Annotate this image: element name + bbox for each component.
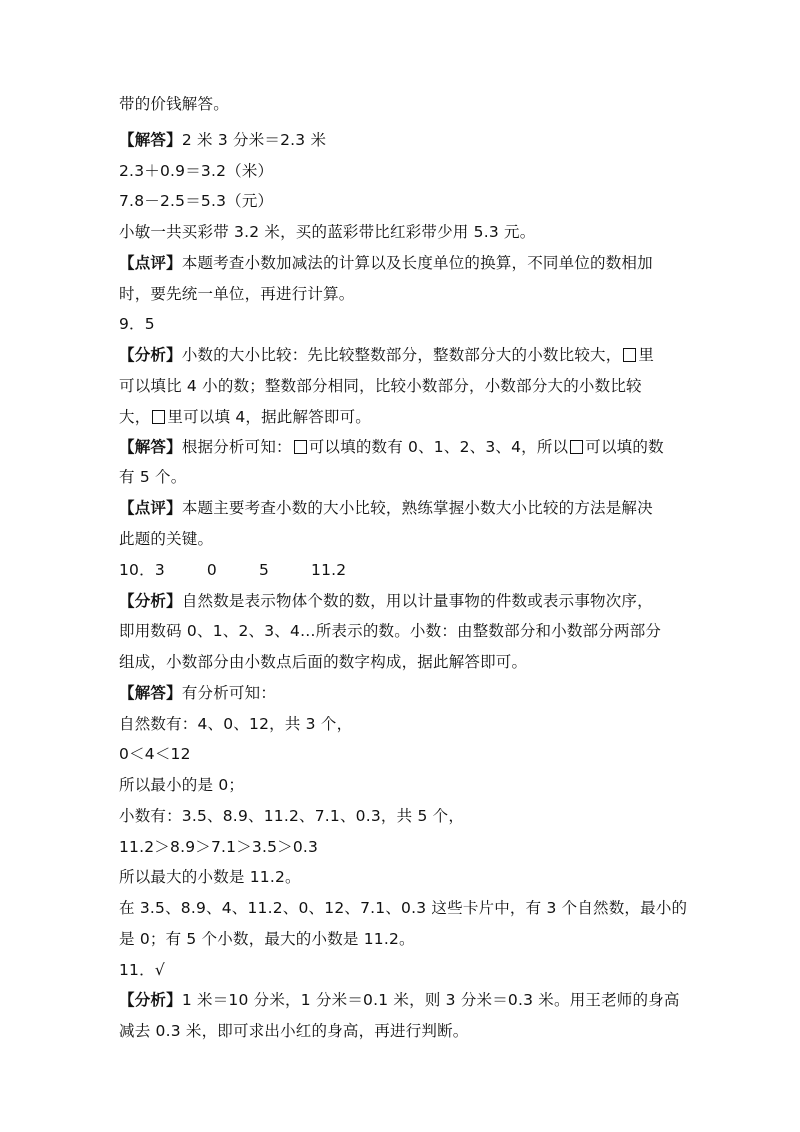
blank-box-icon bbox=[570, 440, 583, 454]
answer-line: 【解答】有分析可知： bbox=[119, 684, 277, 702]
comment-tag: 【点评】 bbox=[119, 254, 182, 272]
text-line: 有 5 个。 bbox=[119, 468, 187, 486]
blank-box-icon bbox=[294, 440, 307, 454]
question-number: 10．3 0 5 11.2 bbox=[119, 561, 347, 579]
analysis-line: 【分析】小数的大小比较：先比较整数部分，整数部分大的小数比较大， 里 bbox=[119, 346, 655, 364]
comment-tag: 【点评】 bbox=[119, 499, 182, 517]
answer-tag: 【解答】 bbox=[119, 131, 182, 149]
answer-line: 【解答】2 米 3 分米＝2.3 米 bbox=[119, 131, 327, 149]
blank-box-icon bbox=[152, 410, 165, 424]
text-line: 组成，小数部分由小数点后面的数字构成，据此解答即可。 bbox=[119, 653, 528, 671]
answer-tag: 【解答】 bbox=[119, 438, 182, 456]
blank-box-icon bbox=[623, 348, 636, 362]
text-line: 即用数码 0、1、2、3、4…所表示的数。小数：由整数部分和小数部分两部分 bbox=[119, 622, 662, 640]
text-line: 时，要先统一单位，再进行计算。 bbox=[119, 285, 355, 303]
text-line: 减去 0.3 米，即可求出小红的身高，再进行判断。 bbox=[119, 1022, 469, 1040]
text-line: 所以最小的是 0； bbox=[119, 776, 245, 794]
analysis-tag: 【分析】 bbox=[119, 991, 182, 1009]
text-line: 在 3.5、8.9、4、11.2、0、12、7.1、0.3 这些卡片中，有 3 个自然数，最小的 bbox=[119, 899, 688, 917]
comment-line: 【点评】本题主要考查小数的大小比较，熟练掌握小数大小比较的方法是解决 bbox=[119, 499, 653, 517]
text-line: 带的价钱解答。 bbox=[119, 95, 229, 113]
text-line: 0＜4＜12 bbox=[119, 745, 191, 763]
text-line: 所以最大的小数是 11.2。 bbox=[119, 868, 301, 886]
text-line: 11.2＞8.9＞7.1＞3.5＞0.3 bbox=[119, 838, 319, 856]
text-line: 小敏一共买彩带 3.2 米，买的蓝彩带比红彩带少用 5.3 元。 bbox=[119, 223, 536, 241]
comment-line: 【点评】本题考查小数加减法的计算以及长度单位的换算，不同单位的数相加 bbox=[119, 254, 653, 272]
analysis-line: 【分析】1 米＝10 分米，1 分米＝0.1 米，则 3 分米＝0.3 米。用王老师的身高 bbox=[119, 991, 680, 1009]
text-line: 自然数有：4、0、12，共 3 个， bbox=[119, 715, 353, 733]
analysis-tag: 【分析】 bbox=[119, 592, 182, 610]
question-number: 9．5 bbox=[119, 315, 155, 333]
answer-line: 【解答】根据分析可知： 可以填的数有 0、1、2、3、4，所以 可以填的数 bbox=[119, 438, 664, 456]
analysis-tag: 【分析】 bbox=[119, 346, 182, 364]
analysis-line: 【分析】自然数是表示物体个数的数，用以计量事物的件数或表示事物次序， bbox=[119, 592, 653, 610]
answer-tag: 【解答】 bbox=[119, 684, 182, 702]
text-line: 此题的关键。 bbox=[119, 530, 214, 548]
text-line: 大， 里可以填 4，据此解答即可。 bbox=[119, 408, 371, 426]
text-line: 是 0；有 5 个小数，最大的小数是 11.2。 bbox=[119, 930, 415, 948]
text-line: 可以填比 4 小的数；整数部分相同，比较小数部分，小数部分大的小数比较 bbox=[119, 377, 642, 395]
text-line: 7.8－2.5＝5.3（元） bbox=[119, 192, 274, 210]
text-line: 小数有：3.5、8.9、11.2、7.1、0.3，共 5 个， bbox=[119, 807, 465, 825]
text-line: 2.3＋0.9＝3.2（米） bbox=[119, 162, 274, 180]
question-number: 11．√ bbox=[119, 961, 165, 979]
